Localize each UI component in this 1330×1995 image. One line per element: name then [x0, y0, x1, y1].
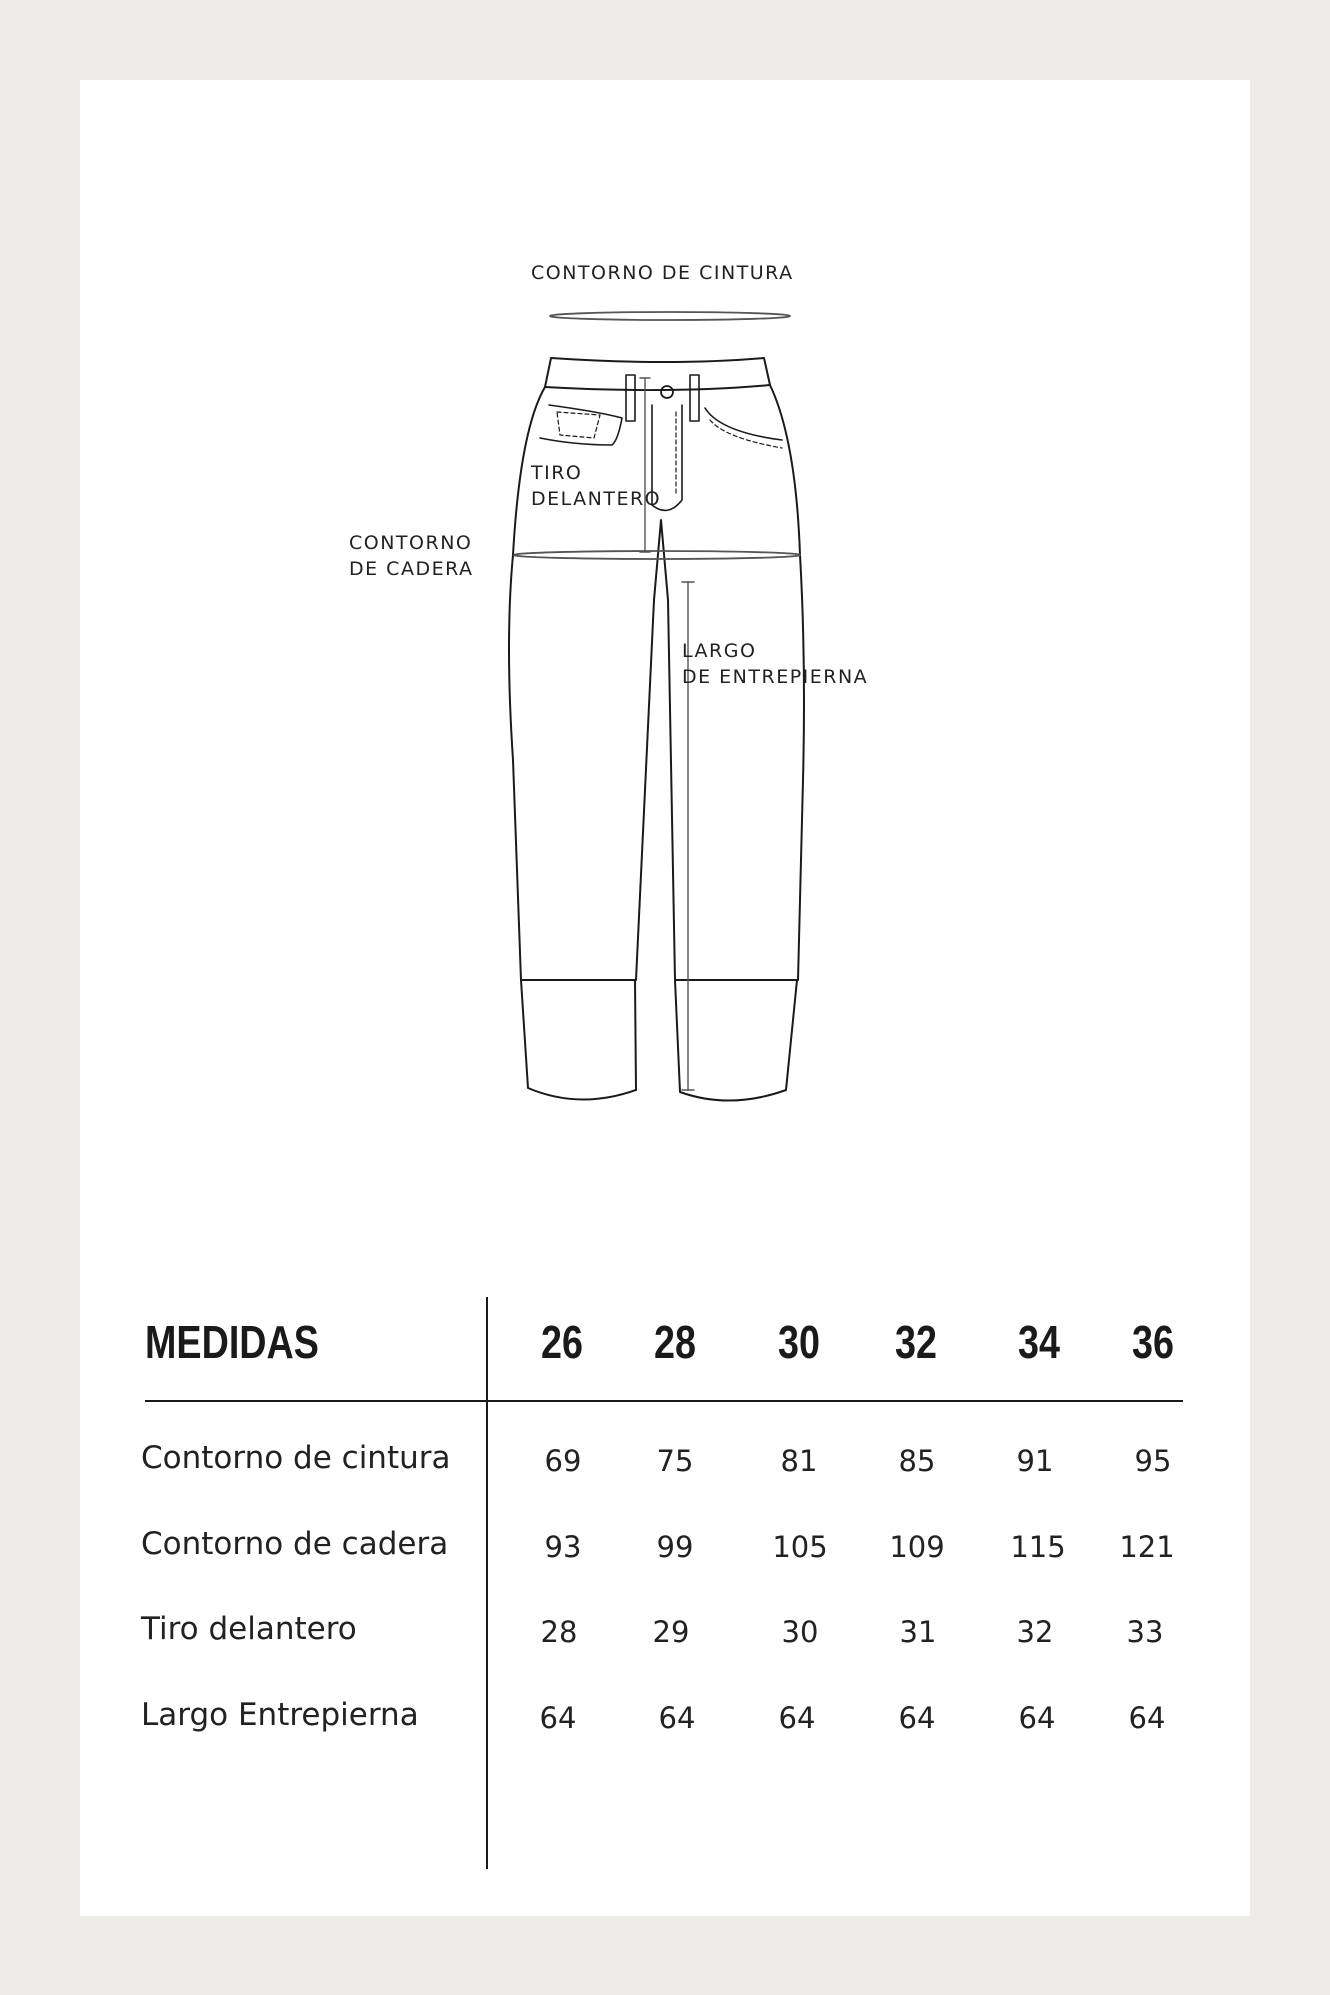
table-header-divider	[145, 1400, 1183, 1402]
table-cell: 32	[1016, 1615, 1054, 1649]
size-header: 28	[654, 1316, 696, 1368]
inseam-label: LARGO DE ENTREPIERNA	[682, 640, 869, 688]
row-label-hip: Contorno de cadera	[141, 1526, 449, 1562]
table-cell: 81	[780, 1444, 818, 1478]
table-vertical-divider	[486, 1297, 488, 1869]
table-cell: 121	[1119, 1530, 1175, 1564]
table-cell: 75	[656, 1444, 694, 1478]
row-label-waist: Contorno de cintura	[141, 1440, 451, 1476]
table-cell: 69	[544, 1444, 582, 1478]
table-cell: 95	[1134, 1444, 1172, 1478]
size-header: 32	[895, 1316, 937, 1368]
table-cell: 85	[898, 1444, 936, 1478]
table-cell: 33	[1126, 1615, 1164, 1649]
size-header: 26	[541, 1316, 583, 1368]
table-cell: 109	[889, 1530, 945, 1564]
table-cell: 64	[898, 1701, 936, 1735]
left-cuff	[521, 980, 636, 1100]
waistband	[545, 358, 770, 390]
table-cell: 31	[899, 1615, 937, 1649]
row-label-inseam: Largo Entrepierna	[141, 1697, 419, 1733]
hip-label: CONTORNO DE CADERA	[349, 532, 474, 580]
table-cell: 64	[658, 1701, 696, 1735]
waist-measure-line	[550, 312, 790, 320]
row-label-rise: Tiro delantero	[141, 1611, 357, 1647]
table-cell: 115	[1010, 1530, 1066, 1564]
table-cell: 64	[539, 1701, 577, 1735]
right-cuff	[675, 980, 797, 1101]
size-header: 34	[1018, 1316, 1060, 1368]
waist-label: CONTORNO DE CINTURA	[531, 262, 794, 284]
table-cell: 64	[1018, 1701, 1056, 1735]
table-cell: 105	[772, 1530, 828, 1564]
table-cell: 91	[1016, 1444, 1054, 1478]
table-cell: 29	[652, 1615, 690, 1649]
table-cell: 64	[1128, 1701, 1166, 1735]
table-cell: 28	[540, 1615, 578, 1649]
rise-label: TIRO DELANTERO	[531, 462, 662, 510]
table-title: MEDIDAS	[145, 1316, 319, 1368]
size-header: 30	[778, 1316, 820, 1368]
table-cell: 93	[544, 1530, 582, 1564]
inseam	[636, 520, 675, 980]
table-cell: 99	[656, 1530, 694, 1564]
table-cell: 30	[781, 1615, 819, 1649]
size-header: 36	[1132, 1316, 1174, 1368]
button-icon	[661, 386, 673, 398]
table-cell: 64	[778, 1701, 816, 1735]
